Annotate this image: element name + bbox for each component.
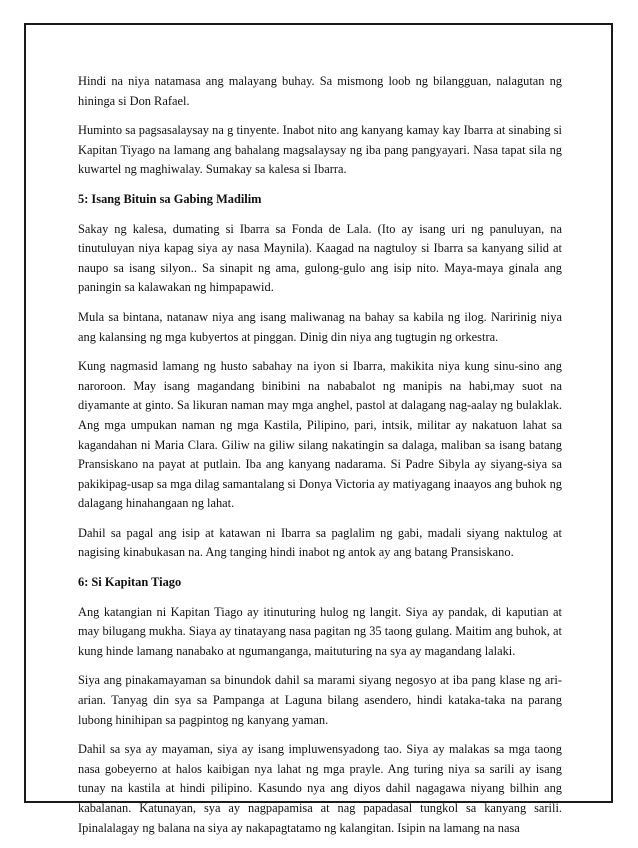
paragraph: Dahil sa pagal ang isip at katawan ni Ibarra sa paglalim ng gabi, madali siyang naktulog at nagising kinabukasan na. Ang tanging hindi inabot ng antok ay ang batang Pransiskano. <box>78 525 562 560</box>
paragraph: Dahil sa sya ay mayaman, siya ay isang impluwensyadong tao. Siya ay malakas sa mga taong nasa gobeyerno at halos kaibigan nya lahat ng mga prayle. Ang turing niya sa sarili ay isang tunay na kastila at hindi pilipino. Kasundo nya ang diyos dahil nagagawa niyang bilhin ang kabalanan. Katunayan, sya ay nagpapamisa at nag papadasal tungkol sa kanyang sarili. Ipinalalagay ng balana na siya ay nakapagtatamo ng kalangitan. Isipin na lamang na nasa <box>78 742 562 835</box>
section-heading: 5: Isang Bituin sa Gabing Madilim <box>78 191 262 206</box>
paragraph: Kung nagmasid lamang ng husto sabahay na iyon si Ibarra, makikita niya kung sinu-sino ang naroroon. May isang magandang binibini na nababalot ng manipis na habi,may suot na diyamante at ginto. Sa likuran naman may mga anghel, pastol at dalagang nag-aalay ng bulaklak. Ang mga umpukan naman ng mga Kastila, Pilipino, pari, intsik, militar ay nakatuon lahat sa kagandahan ni Maria Clara. Giliw na giliw silang nakatingin sa dalaga, maliban sa isang batang Pransiskano na payat at putlain. Iba ang kanyang nadarama. Si Padre Sibyla ay siyang-siya sa pakikipag-usap sa mga dilag samantalang si Donya Victoria ay matiyagang inaayos ang buhok ng dalagang hinahangaan ng lahat. <box>78 359 562 511</box>
document-body <box>78 72 562 848</box>
paragraph: Ang katangian ni Kapitan Tiago ay itinuturing hulog ng langit. Siya ay pandak, di kaputian at may bilugang mukha. Siaya ay tinatayang nasa pagitan ng 35 taong gulang. Maitim ang buhok, at kung hinde lamang nanabako at ngumanganga, maituturing na sya ay magandang lalaki. <box>78 604 562 658</box>
paragraph: Siya ang pinakamayaman sa binundok dahil sa marami siyang negosyo at iba pang klase ng ari-arian. Tanyag din sya sa Pampanga at Laguna bilang asendero, hindi kataka-taka na parang lubong hinihipan sa pagpintog ng kanyang yaman. <box>78 673 562 727</box>
paragraph: Huminto sa pagsasalaysay na g tinyente. Inabot nito ang kanyang kamay kay Ibarra at sinabing si Kapitan Tiyago na lamang ang bahalang magsalaysay ng iba pang pangyayari. Nasa tapat sila ng kuwartel ng maghiwalay. Sumakay sa kalesa si Ibarra. <box>78 123 562 177</box>
paragraph: Hindi na niya natamasa ang malayang buhay. Sa mismong loob ng bilangguan, nalagutan ng hininga si Don Rafael. <box>78 74 562 108</box>
paragraph: Sakay ng kalesa, dumating si Ibarra sa Fonda de Lala. (Ito ay isang uri ng panuluyan, na tinutuluyan niya kapag siya ay nasa Maynila). Kaagad na nagtuloy si Ibarra sa kanyang silid at naupo sa isang silyon.. Sa sinapit ng ama, gulong-gulo ang isip nito. Maya-maya ginala ang paningin sa kalawakan ng himpapawid. <box>78 221 562 295</box>
paragraph: Mula sa bintana, natanaw niya ang isang maliwanag na bahay sa kabila ng ilog. Naririnig niya ang kalansing ng mga kubyertos at pinggan. Dinig din niya ang tugtugin ng orkestra. <box>78 309 562 344</box>
section-heading: 6: Si Kapitan Tiago <box>78 575 182 590</box>
